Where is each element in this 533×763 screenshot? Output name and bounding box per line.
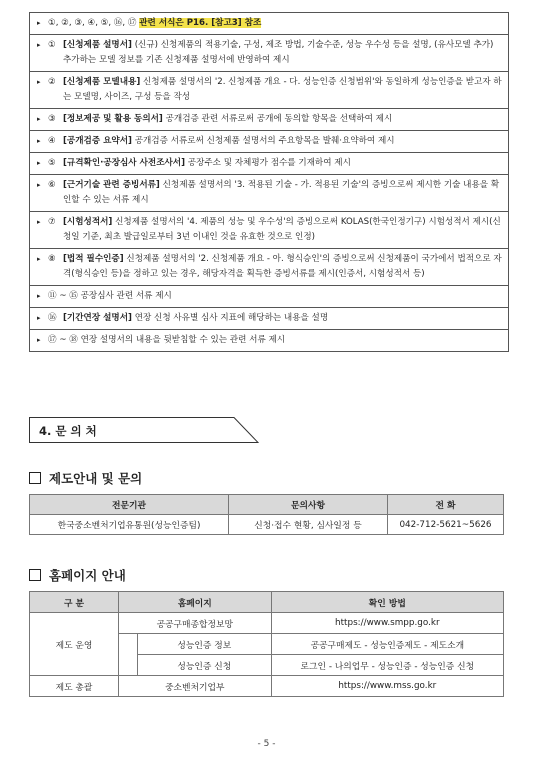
item-text: 공개검증 서류로써 신청제품 설명서의 주요항목을 발췌·요약하여 제시: [134, 136, 395, 146]
item-number: ⑯: [48, 313, 57, 323]
table-cell: 제도 총괄: [30, 676, 119, 697]
table-header-row: [30, 592, 504, 613]
inquiry-heading-text: 제도안내 및 문의: [49, 471, 143, 486]
table-cell: 공공구매종합정보망: [119, 613, 272, 634]
list-item: [30, 286, 508, 308]
item-number: ①, ②, ③, ④, ⑤, ⑯, ⑰: [48, 18, 137, 28]
item-text: 공개검증 관련 서류로써 공개에 동의할 항목을 선택하여 제시: [165, 114, 393, 124]
item-text: 연장 설명서의 내용을 뒷받침할 수 있는 관련 서류 제시: [80, 335, 286, 345]
item-number: ⑦: [48, 217, 56, 227]
item-text: 공장주소 및 자체평가 점수를 기재하여 제시: [187, 158, 351, 168]
item-text: 공장심사 관련 서류 제시: [80, 291, 172, 301]
list-item: [30, 249, 508, 286]
table-row: [30, 676, 504, 697]
item-text: (신규) 신청제품의 적용기술, 구성, 제조 방법, 기술수준, 성능 우수성 등을 설명, (유사모델 추가) 추가하는 모델 정보를 기존 신청제품 설명서에 반영하여 제시: [63, 40, 494, 65]
item-title: [신청제품 설명서]: [63, 40, 132, 50]
item-number: ②: [48, 77, 56, 87]
item-title: [신청제품 모델내용]: [63, 77, 141, 87]
inquiry-table: [29, 494, 504, 535]
table-header: 확인 방법: [271, 592, 503, 613]
table-cell: 042-712-5621~5626: [388, 515, 504, 535]
table-cell: 성능인증 신청: [138, 655, 272, 676]
item-title: [기간연장 설명서]: [63, 313, 132, 323]
checkbox-square-icon: [29, 472, 41, 484]
table-cell: 제도 운영: [30, 613, 119, 676]
item-text: 신청제품 설명서의 '2. 신청제품 개요 - 아. 형식승인'의 증빙으로써 신청제품이 국가에서 법적으로 자격(형식승인 등)을 정하고 있는 경우, 해당자격을 획득한 증빙서류를 제시(인증서, 시험성적서 등): [63, 254, 502, 279]
bullet-icon: ▸: [37, 292, 41, 300]
table-cell: 중소벤처기업부: [119, 676, 272, 697]
item-text: 신청제품 설명서의 '2. 신청제품 개요 - 다. 성능인증 신청범위'와 동일하게 성능인증을 받고자 하는 모델명, 사이즈, 구성 등을 작성: [63, 77, 502, 102]
table-cell: 로그인 - 나의업무 - 성능인증 - 성능인증 신청: [271, 655, 503, 676]
table-cell: 한국중소벤처기업유통원(성능인증팀): [30, 515, 229, 535]
table-header: 구 분: [30, 592, 119, 613]
homepage-heading: [29, 566, 126, 584]
item-number: ⑧: [48, 254, 56, 264]
bullet-icon: ▸: [37, 41, 41, 49]
section-title: 4. 문 의 처: [39, 424, 97, 438]
table-cell: 신청·접수 현황, 심사일정 등: [229, 515, 388, 535]
indent-cell: [119, 634, 138, 655]
item-title: [시험성적서]: [63, 217, 113, 227]
bullet-icon: ▸: [37, 181, 41, 189]
list-item: [30, 153, 508, 175]
document-item-list: [29, 12, 509, 352]
table-cell-link[interactable]: https://www.mss.go.kr: [271, 676, 503, 697]
indent-cell: [119, 655, 138, 676]
item-number: ⑤: [48, 158, 56, 168]
list-item: [30, 212, 508, 249]
item-title: [근거기술 관련 증빙서류]: [63, 180, 160, 190]
list-item: [30, 175, 508, 212]
table-header-row: [30, 495, 504, 515]
item-number: ④: [48, 136, 56, 146]
list-item: [30, 131, 508, 153]
bullet-icon: ▸: [37, 115, 41, 123]
table-header: 홈페이지: [119, 592, 272, 613]
item-number: ①: [48, 40, 56, 50]
checkbox-square-icon: [29, 569, 41, 581]
item-number: ⑥: [48, 180, 56, 190]
list-item: [30, 109, 508, 131]
page-number: - 5 -: [257, 739, 276, 749]
table-header: 문의사항: [229, 495, 388, 515]
item-text: 신청제품 설명서의 '4. 제품의 성능 및 우수성'의 증빙으로써 KOLAS(한국인정기구) 시험성적서 제시(신청일 기준, 최초 발급일로부터 3년 이내인 것을 유효한 것으로 인정): [63, 217, 501, 242]
item-number: ⑰ ~ ⑱: [48, 335, 78, 345]
bullet-icon: ▸: [37, 19, 41, 27]
inquiry-heading: [29, 469, 142, 487]
table-header: 전문기관: [30, 495, 229, 515]
homepage-table: [29, 591, 504, 697]
bullet-icon: ▸: [37, 336, 41, 344]
list-item: [30, 330, 508, 352]
item-title: [법적 필수인증]: [63, 254, 124, 264]
item-text: 신청제품 설명서의 '3. 적용된 기술 - 가. 적용된 기술'의 증빙으로써 제시한 기술 내용을 확인할 수 있는 서류 제시: [63, 180, 500, 205]
item-title: [공개검증 요약서]: [63, 136, 132, 146]
table-row: [30, 613, 504, 634]
item-number: ③: [48, 114, 56, 124]
bullet-icon: ▸: [37, 314, 41, 322]
item-number: ⑪ ~ ⑮: [48, 291, 78, 301]
bullet-icon: ▸: [37, 159, 41, 167]
bullet-icon: ▸: [37, 255, 41, 263]
homepage-heading-text: 홈페이지 안내: [49, 568, 126, 583]
list-item: [30, 13, 508, 35]
bullet-icon: ▸: [37, 78, 41, 86]
highlight-note: 관련 서식은 P16. [참고3] 참조: [139, 18, 262, 28]
table-cell: 성능인증 정보: [138, 634, 272, 655]
table-row: [30, 515, 504, 535]
bullet-icon: ▸: [37, 137, 41, 145]
list-item: [30, 72, 508, 109]
item-title: [정보제공 및 활용 동의서]: [63, 114, 163, 124]
bullet-icon: ▸: [37, 218, 41, 226]
section-header: [29, 417, 259, 443]
table-cell-link[interactable]: https://www.smpp.go.kr: [271, 613, 503, 634]
item-title: [규격확인·공장심사 사전조사서]: [63, 158, 186, 168]
table-header: 전 화: [388, 495, 504, 515]
list-item: [30, 308, 508, 330]
table-cell: 공공구매제도 - 성능인증제도 - 제도소개: [271, 634, 503, 655]
item-text: 연장 신청 사유별 심사 지표에 해당하는 내용을 설명: [134, 313, 329, 323]
list-item: [30, 35, 508, 72]
